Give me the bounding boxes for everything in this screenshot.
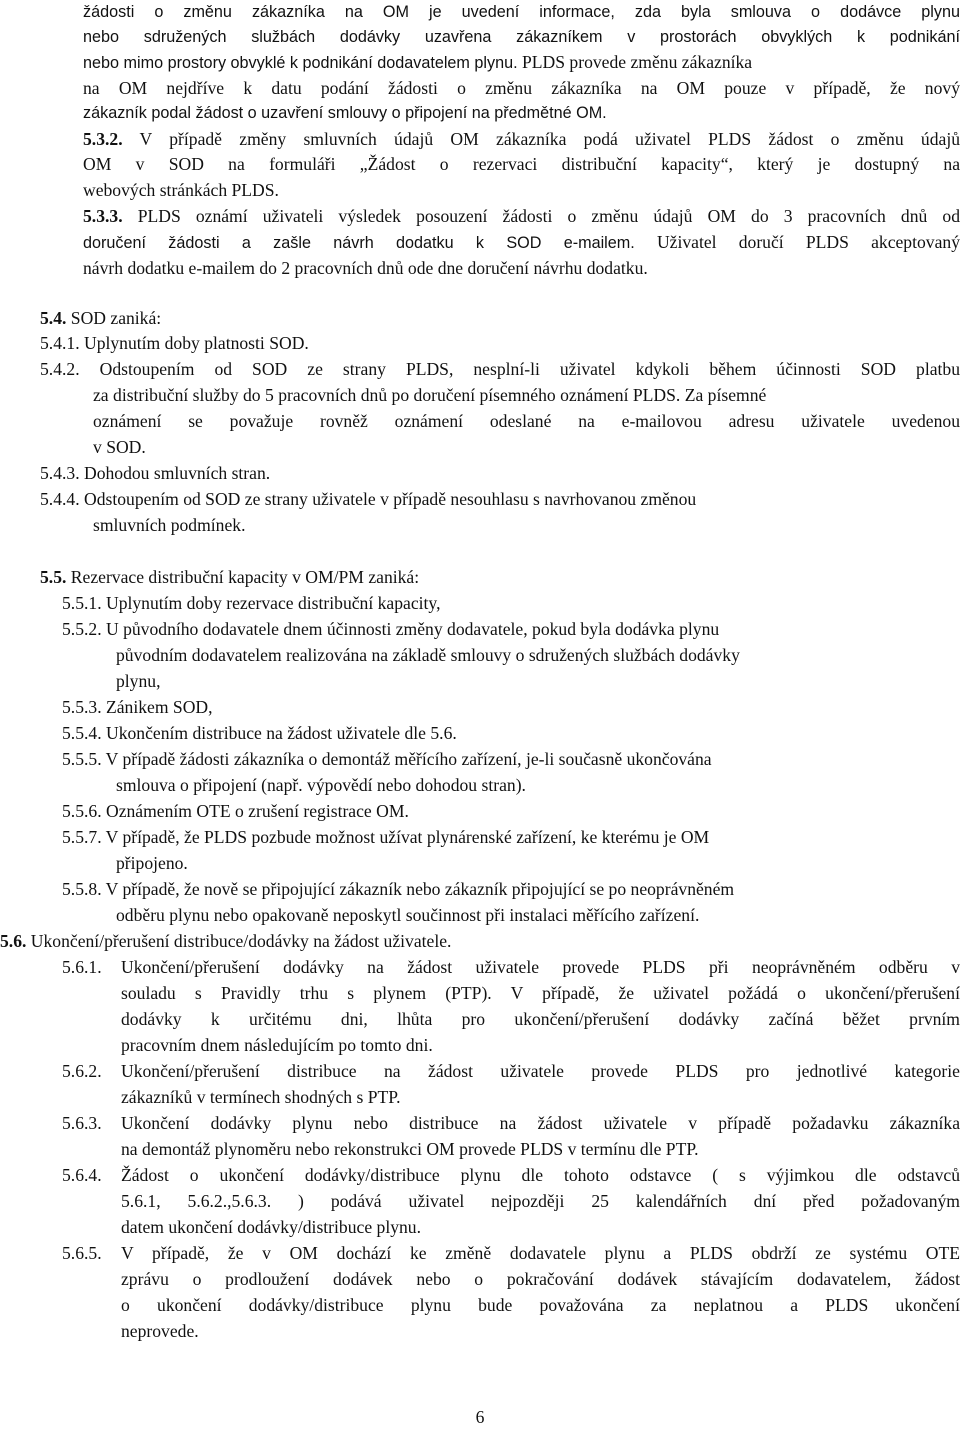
text-line: Ukončení/přerušení distribuce na žádost uživatele provede PLDS pro jednotlivé kategorie: [121, 1061, 960, 1081]
list-item: 5.5.2. U původního dodavatele dnem účinnosti změny dodavatele, pokud byla dodávka plynu: [62, 619, 720, 639]
text-line: původním dodavatelem realizována na základě smlouvy o sdružených službách dodávky: [116, 645, 740, 665]
text-line: souladu s Pravidly trhu s plynem (PTP). V případě, že uživatel požádá o ukončení/přerušení: [121, 983, 960, 1003]
text-line: V případě změny smluvních údajů OM zákazníka podá uživatel PLDS žádost o změnu údajů: [122, 129, 960, 149]
text-line: Za písemné: [680, 385, 767, 405]
text-line: žádosti o změnu zákazníka na OM je uvedení informace, zda byla smlouva o dodávce plynu: [83, 3, 960, 21]
text-line: Ukončení dodávky plynu nebo distribuce na žádost uživatele v případě požadavku zákazníka: [121, 1113, 960, 1133]
text-line: Ukončení/přerušení dodávky na žádost uživatele provede PLDS při neoprávněném odběru v: [121, 957, 960, 977]
page-number: 6: [475, 1407, 485, 1427]
list-item: 5.4.1. Uplynutím doby platnosti SOD.: [40, 333, 309, 353]
text-line-group: [83, 230, 960, 257]
text-line: odběru plynu nebo opakovaně neposkytl součinnost při instalaci měřícího zařízení.: [116, 905, 700, 925]
list-item: 5.5.7. V případě, že PLDS pozbude možnost užívat plynárenské zařízení, ke kterému je OM: [62, 827, 710, 847]
section-number: 5.6.: [0, 931, 27, 951]
text-line: na demontáž plynoměru nebo rekonstrukci OM provede PLDS v termínu dle PTP.: [121, 1139, 699, 1159]
text-line: neprovede.: [121, 1321, 199, 1341]
text-line: PLDS provede změnu zákazníka: [517, 52, 753, 72]
text-line-group: [83, 127, 960, 153]
section-number: 5.3.2.: [83, 129, 123, 149]
section-heading: [0, 929, 451, 955]
text-line: oznámení se považuje rovněž oznámení odeslané na e-mailovou adresu uživatele uvedenou: [93, 411, 960, 431]
section-number: 5.4.: [40, 308, 67, 328]
list-item: [40, 357, 960, 383]
text-line: nebo sdružených službách dodávky uzavřena zákazníkem v prostorách obvyklých k podnikání: [83, 28, 960, 46]
list-item: 5.4.4. Odstoupením od SOD ze strany uživatele v případě nesouhlasu s navrhovanou změnou: [40, 489, 697, 509]
text-line: zákazníků v termínech shodných s PTP.: [121, 1087, 401, 1107]
section-number: 5.5.: [40, 567, 67, 587]
text-line: v SOD.: [93, 437, 146, 457]
text-line: zprávu o prodloužení dodávek nebo o pokračování dodávek stávajícím dodavatelem, žádost: [121, 1269, 960, 1289]
text-line: V případě, že v OM dochází ke změně dodavatele plynu a PLDS obdrží ze systému OTE: [121, 1243, 960, 1263]
section-number: 5.3.3.: [83, 206, 123, 226]
section-title: SOD zaniká:: [66, 308, 162, 328]
text-line: PLDS oznámí uživateli výsledek posouzení žádosti o změnu údajů OM do 3 pracovních dnů od: [122, 206, 960, 226]
text-line: nebo mimo prostory obvyklé k podnikání dodavatelem plynu.: [83, 54, 518, 72]
text-line: připojeno.: [116, 853, 188, 873]
item-number: 5.6.4.: [62, 1165, 102, 1185]
item-number: 5.6.1.: [62, 957, 102, 977]
text-line: na OM nejdříve k datu podání žádosti o změnu zákazníka na OM pouze v případě, že nový: [83, 78, 960, 98]
section-heading: [40, 565, 419, 591]
text-line-group: [93, 383, 766, 409]
list-item: 5.5.8. V případě, že nově se připojující zákazník nebo zákazník připojující se po neoprávněném: [62, 879, 735, 899]
list-item: 5.5.4. Ukončením distribuce na žádost uživatele dle 5.6.: [62, 723, 457, 743]
text-line-group: [83, 204, 960, 230]
text-line: Odstoupením od SOD ze strany PLDS, nesplní-li uživatel kdykoli během účinnosti SOD platbu: [79, 359, 960, 379]
text-line: OM v SOD na formuláři „Žádost o rezervaci distribuční kapacity“, který je dostupný na: [83, 154, 960, 174]
section-heading: [40, 306, 161, 332]
text-line: datem ukončení dodávky/distribuce plynu.: [121, 1217, 422, 1237]
text-line: o ukončení dodávky/distribuce plynu bude považována za neplatnou a PLDS ukončení: [121, 1295, 960, 1315]
text-line: plynu,: [116, 671, 161, 691]
section-title: Ukončení/přerušení distribuce/dodávky na žádost uživatele.: [26, 931, 452, 951]
text-line: smluvních podmínek.: [93, 515, 246, 535]
section-title: Rezervace distribuční kapacity v OM/PM zaniká:: [66, 567, 420, 587]
text-line: webových stránkách PLDS.: [83, 180, 279, 200]
list-item: 5.5.3. Zánikem SOD,: [62, 697, 213, 717]
text-line-group: [83, 50, 752, 77]
text-line: doručení žádosti a zašle návrh dodatku k SOD e-mailem.: [83, 234, 635, 252]
text-line: 5.6.1, 5.6.2.,5.6.3. ) podává uživatel nejpozději 25 kalendářních dní před požadovaným: [121, 1191, 960, 1211]
text-line: zákazník podal žádost o uzavření smlouvy o připojení na předmětné OM.: [83, 104, 607, 122]
item-number: 5.6.3.: [62, 1113, 102, 1133]
text-line: dodávky k určitému dni, lhůta pro ukončení/přerušení dodávky začíná běžet prvním: [121, 1009, 960, 1029]
text-line: návrh dodatku e-mailem do 2 pracovních dnů ode dne doručení návrhu dodatku.: [83, 258, 648, 278]
list-item: 5.5.1. Uplynutím doby rezervace distribuční kapacity,: [62, 593, 441, 613]
text-line: Uživatel doručí PLDS akceptovaný: [634, 232, 960, 252]
text-line: Žádost o ukončení dodávky/distribuce plynu dle tohoto odstavce ( s výjimkou dle odstavců: [121, 1165, 960, 1185]
item-number: 5.6.5.: [62, 1243, 102, 1263]
text-line: smlouva o připojení (např. výpovědí nebo dohodou stran).: [116, 775, 526, 795]
text-line: za distribuční služby do 5 pracovních dnů po doručení písemného oznámení PLDS.: [93, 385, 681, 405]
text-line: pracovním dnem následujícím po tomto dni.: [121, 1035, 433, 1055]
item-number: 5.6.2.: [62, 1061, 102, 1081]
item-number: 5.4.2.: [40, 359, 80, 379]
list-item: 5.4.3. Dohodou smluvních stran.: [40, 463, 271, 483]
list-item: 5.5.6. Oznámením OTE o zrušení registrace OM.: [62, 801, 409, 821]
list-item: 5.5.5. V případě žádosti zákazníka o demontáž měřícího zařízení, je-li současně ukončována: [62, 749, 712, 769]
